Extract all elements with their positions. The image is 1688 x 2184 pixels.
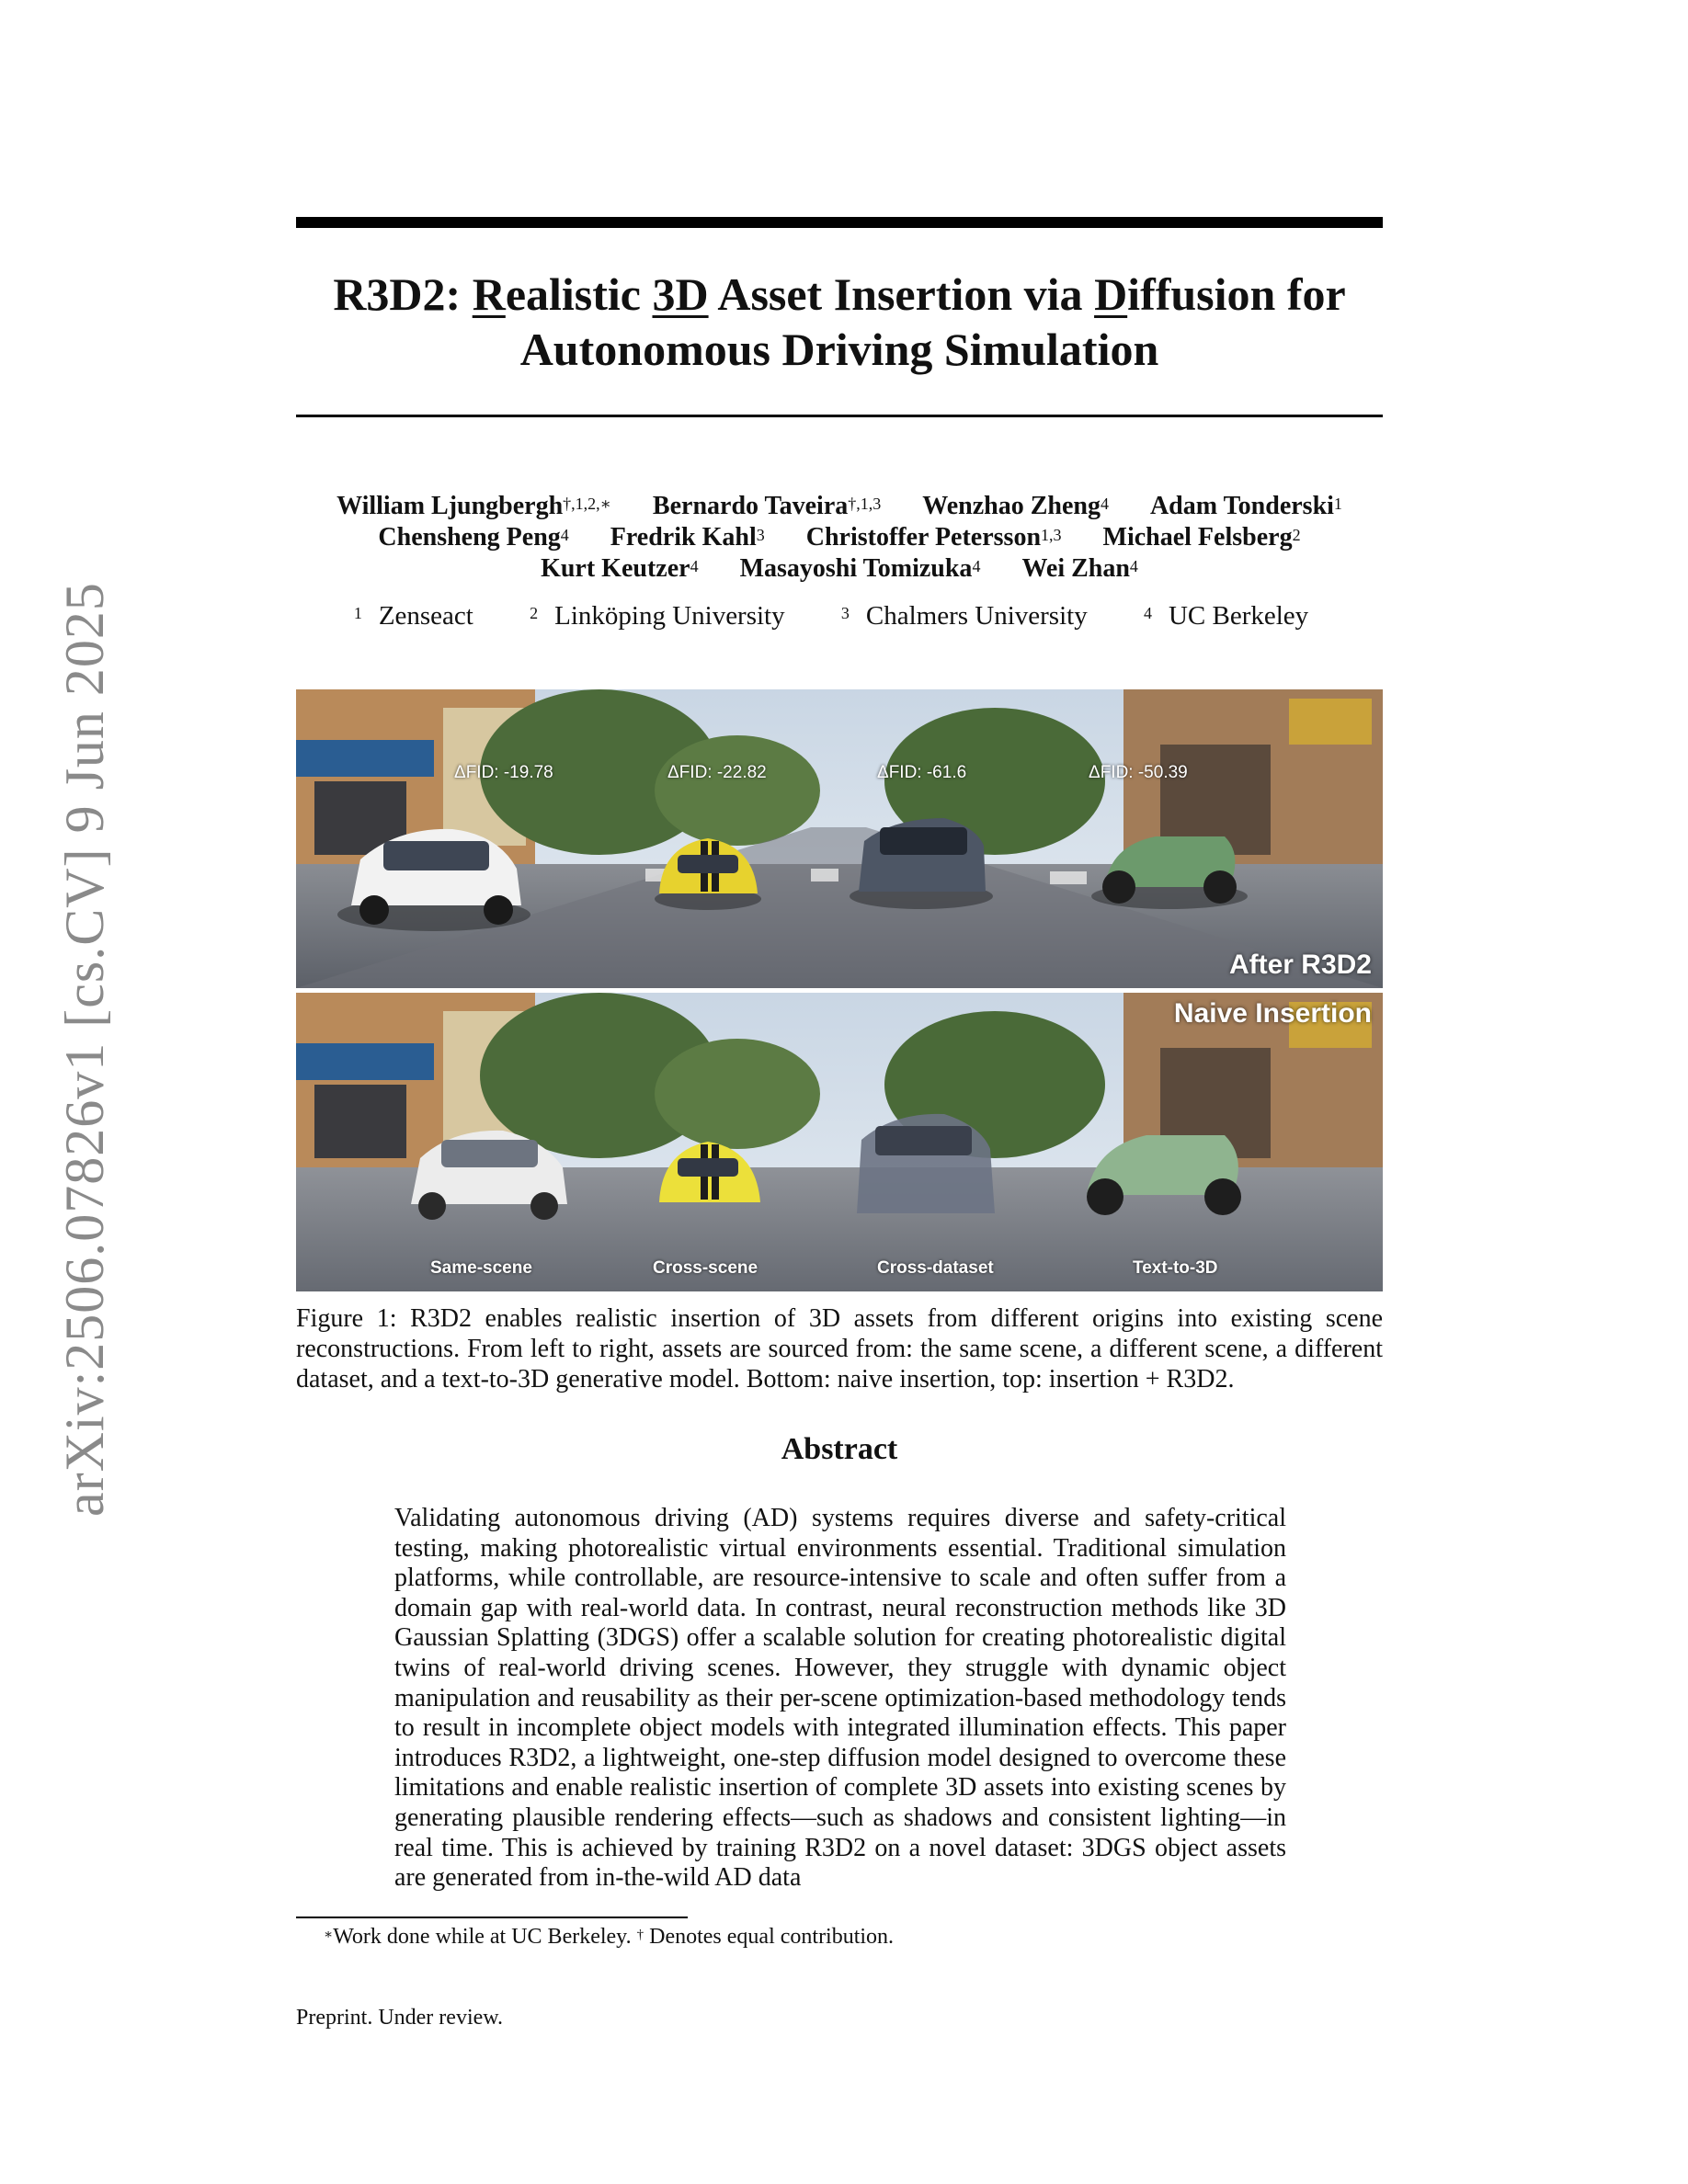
author-row-3 (296, 553, 1383, 585)
panel-label-naive: Naive Insertion (1173, 998, 1372, 1029)
author: Masayoshi Tomizuka$^4$ (739, 554, 981, 583)
source-label: Cross-dataset (877, 1258, 994, 1278)
author: Adam Tonderski$^1$ (1149, 492, 1342, 520)
fid-score: ΔFID: -22.82 (667, 763, 767, 782)
author: Kurt Keutzer$^4$ (541, 554, 699, 583)
author: Bernardo Taveira$^{\dagger,1,3}$ (652, 492, 882, 520)
fid-score: ΔFID: -19.78 (454, 763, 553, 782)
figure-caption: Figure 1: R3D2 enables realistic insertion of 3D assets from different origins into existing scene reconstructions. From left to right, assets are sourced from: the same scene, a different scene, a different dataset, and a text-to-3D generative model. Bottom: naive insertion, top: insertion + R3D2. (296, 1304, 1383, 1393)
affiliation: $^2$ Linköping University (530, 601, 785, 631)
affiliations (296, 599, 1383, 632)
source-label: Cross-scene (653, 1258, 758, 1278)
title-line-2: Autonomous Driving Simulation (519, 324, 1159, 375)
abstract-body: Validating autonomous driving (AD) systems requires diverse and safety-critical testing, making photorealistic virtual environments essential. Traditional simulation platforms, while controllable, are resource-intensive to scale and often suffer from a domain gap with real-world data. In contrast, neural reconstruction methods like 3D Gaussian Splatting (3DGS) offer a scalable solution for creating photorealistic digital twins of real-world driving scenes. However, they struggle with dynamic object manipulation and reusability as their per-scene optimization-based methodology tends to result in incomplete object models with integrated illumination effects. This paper introduces R3D2, a lightweight, one-step diffusion model designed to overcome these limitations and enable realistic insertion of complete 3D assets into existing scenes by generating plausible rendering effects—such as shadows and consistent lighting—in real time. This is achieved by training R3D2 on a novel dataset: 3DGS object assets are generated from in-the-wild AD data (394, 1504, 1286, 1893)
author: Fredrik Kahl$^3$ (610, 523, 765, 552)
affiliation: $^3$ Chalmers University (840, 601, 1088, 631)
street-scene-image (296, 993, 1383, 1291)
affiliation: $^1$ Zenseact (353, 601, 473, 631)
panel-label-after: After R3D2 (1228, 950, 1372, 980)
title-bottom-rule (296, 415, 1383, 417)
abstract-heading: Abstract (781, 1432, 898, 1466)
arxiv-side-stamp: arXiv:2506.07826v1 [cs.CV] 9 Jun 2025 (54, 582, 115, 1517)
figure-panel-naive (296, 993, 1383, 1291)
affiliation: $^4$ UC Berkeley (1143, 601, 1309, 631)
author-row-2 (296, 522, 1383, 553)
street-scene-image (296, 689, 1383, 988)
author: Wei Zhan$^4$ (1021, 554, 1138, 583)
paper-title (296, 267, 1383, 377)
figure-1 (296, 689, 1383, 1291)
title-line-1: R3D2: Realistic 3D Asset Insertion via Diffusion for (333, 268, 1346, 320)
author: Michael Felsberg$^2$ (1102, 523, 1301, 552)
source-label: Text-to-3D (1133, 1258, 1218, 1278)
footnote: ∗Work done while at UC Berkeley. † Denotes equal contribution. (324, 1925, 895, 1949)
fid-score: ΔFID: -61.6 (877, 763, 967, 782)
author: Chensheng Peng$^4$ (378, 523, 569, 552)
source-label: Same-scene (430, 1258, 532, 1278)
preprint-note: Preprint. Under review. (296, 2006, 504, 2030)
author: William Ljungbergh$^{\dagger,1,2,∗}$ (336, 492, 611, 520)
author: Wenzhao Zheng$^4$ (922, 492, 1109, 520)
figure-panel-after (296, 689, 1383, 988)
author: Christoffer Petersson$^{1,3}$ (805, 523, 1062, 552)
title-top-rule (296, 217, 1383, 228)
footnote-rule (296, 1917, 688, 1918)
author-row-1 (296, 491, 1383, 522)
fid-score: ΔFID: -50.39 (1089, 763, 1188, 782)
car-hatchback-grey (857, 1114, 995, 1213)
